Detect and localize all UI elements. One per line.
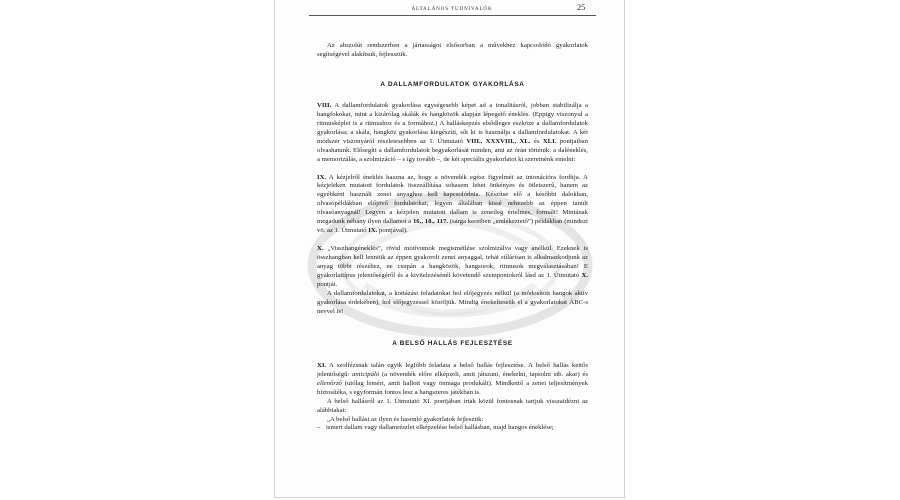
section-heading-belso-hallas: A BELSŐ HALLÁS FEJLESZTÉSE <box>392 339 513 347</box>
section-heading-dallamfordulatok: A DALLAMFORDULATOK GYAKORLÁSA <box>380 80 525 88</box>
running-head: ÁLTALÁNOS TUDNIVALÓK <box>411 6 493 12</box>
quote-list-item: – ismert dallam vagy dallamrészlet elképzelése belső hallásban, majd hangos éneklése; <box>317 424 554 432</box>
paragraph-number: IX. <box>317 173 327 181</box>
paragraph-x-continued: A dallamfordulatokat, a kottázási feladatokat hol előjegyzés nélkül (a módosított hangok aktív gyakorlása érdekében), hol előjegyzéssel közöljük. Mindig énekeltessük el a gyakorlatokat ÁBC-s nevvel is! <box>317 289 588 315</box>
paragraph-xi: XI. A szolfézsnak talán egyik legfőbb feladata a belső hallás fejlesztése. A belső hallás kettős jelentőségű: anticipáló (a növendék előre elképzeli, amit játszani, énekelni, tapsolni stb. akar) és ellenőrző (utólag leméri, amit hallott vagy önmaga produkált). Mindkettő a zenei teljesítmények biztosítéka, s egyformán fontos lesz a hangszeres játékban is. <box>317 361 588 396</box>
paragraph-ix: IX. A kézjelről éneklés haszna az, hogy a növendék egész figyelmét az intonációra fordítja. A kézjeleken mutatott fordulatok összeállítása sohasem lehet önkényes és ötletszerű, hanem az egyébként használt zenei anyaghoz kell kapcsolódnia. Készítse elő a későbbi dalokban, olvasópéldákban előjövő fordulatokat; legyen általában kissé nehezebb az éppen tanult olvasóanyagnál! Legyen a kézjelen mutatott dallam is zeneileg értelmes, formált! Mintának megadunk néhány ilyen dallamot a 16., 18., 117. (sárga keretben „emlékeztető”) példákban (mindezt vö. az 1. Útmutató IX. pontjával). <box>317 173 588 235</box>
paragraph-number: X. <box>317 245 324 253</box>
header-rule <box>309 15 596 16</box>
page-body <box>317 42 588 433</box>
quote-intro: „A belső hallást az ilyen és hasonló gyakorlatok fejlesztik: <box>327 415 484 423</box>
dash-bullet: – <box>317 424 321 432</box>
paragraph-number: XI. <box>317 361 327 369</box>
book-page <box>274 0 625 498</box>
page-number: 25 <box>577 3 586 12</box>
paragraph-xi-continued: A belső hallásról az 1. Útmutató XI. pontjában írtak közül fontosnak tartjuk visszaidézni az alábbiakat: <box>317 397 588 414</box>
intro-paragraph: Az abszolút rendszerben a jártasságot elsősorban a művekhez kapcsolódó gyakorlatok segítségével alakítsuk, fejlesszük. <box>317 42 588 58</box>
paragraph-x: X. „Visszhangéneklés”, rövid motívumok megismétlése szolmizálva vagy anélkül. Ezeknek is összhangban kell lenniük az éppen gyakorolt zenei anyaggal, tehát stílárisan is alkalmazkodjunk az anyag többi részéhez, ne csupán a hangközök, hangsorok, ritmusok megválasztásában! E gyakorlattípus jelentőségéről és a kivitelezésénél követendő szempontokról lásd az 1. Útmutató X. pontját. <box>317 245 588 289</box>
paragraph-viii: VIII. A dallamfordulatok gyakorlása egységesebb képet ad a tonalitásról, jobban stabilizálja a hangfokokat, mint a kizárólag skálák és hangközök alapján lépegető éneklés. (Eppigy viszonyul a ritmusképlet is a ritmushoz és a formához.) A halláskepzés elsődleges eszköze a dallamfordulatok gyakorlása; a skála, hangköz gyakorlása kiegészíti, sőt ki is használja a dallamfordulatokat. A két módszer viszonyáról részletesebben az 1. Útmutató VIII., XXXVIII., XL. és XLI. pontjaiban olvashatunk. Elősegíti a dallamfordulatok begyakorlását minden, ami az órán történik: a daléneklés, a memorizálás, a szolmizáció – s így tovább –, de két speciális gyakorlatot ki szeretnénk emelni: <box>317 101 588 163</box>
paragraph-number: VIII. <box>317 101 332 109</box>
